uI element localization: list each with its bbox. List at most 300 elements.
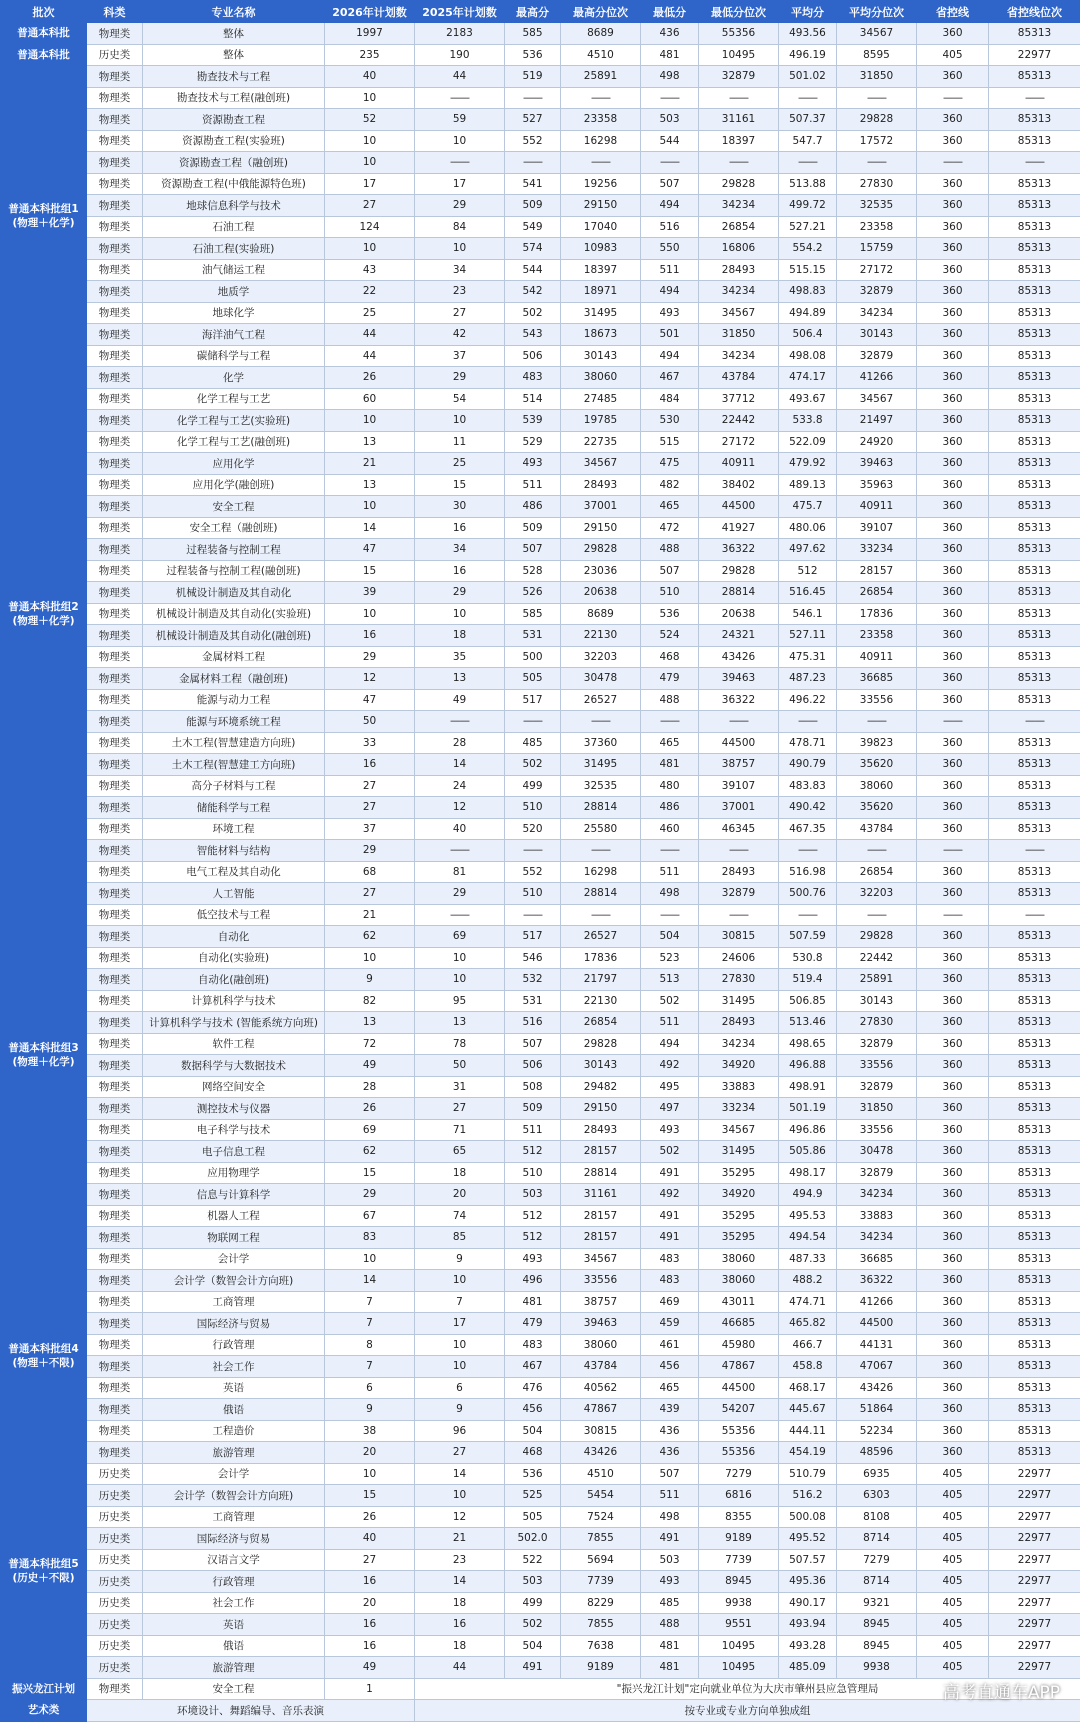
table-cell: 32879 [837,345,917,367]
table-row [1,625,1080,647]
table-cell: 490.42 [779,797,837,819]
table-cell: 9938 [837,1657,917,1679]
table-cell: 500.08 [779,1506,837,1528]
table-cell: 16 [415,517,505,539]
table-cell: 物理类 [87,1012,143,1034]
table-cell: 360 [917,1291,989,1313]
table-cell: —— [641,711,699,733]
table-cell: 物理类 [87,259,143,281]
table-row [1,1635,1080,1657]
table-cell: 电子信息工程 [143,1141,325,1163]
table-cell: 85313 [989,130,1080,152]
table-row [1,883,1080,905]
table-cell: 物理类 [87,173,143,195]
table-cell: 28 [325,1076,415,1098]
table-cell: 物理类 [87,1248,143,1270]
table-cell: 360 [917,883,989,905]
table-cell: 549 [505,216,561,238]
table-body [1,23,1080,1722]
table-cell: 436 [641,1442,699,1464]
table-cell: 85313 [989,603,1080,625]
table-cell: —— [505,840,561,862]
table-cell: 85313 [989,1313,1080,1335]
table-cell: 7855 [561,1614,641,1636]
table-cell: 479 [505,1313,561,1335]
table-cell: 环境设计、舞蹈编导、音乐表演 [87,1700,415,1722]
table-cell: 360 [917,216,989,238]
table-cell: 28493 [699,1012,779,1034]
table-cell: 507 [505,1033,561,1055]
table-cell: 28493 [699,259,779,281]
table-cell: 493.67 [779,388,837,410]
table-cell: 40911 [699,453,779,475]
table-cell: 32879 [699,66,779,88]
table-cell: 29150 [561,1098,641,1120]
table-cell: 海洋油气工程 [143,324,325,346]
table-cell: 37001 [561,496,641,518]
table-cell: 529 [505,431,561,453]
table-cell: 10 [415,410,505,432]
table-cell: —— [989,904,1080,926]
table-cell: 44 [415,66,505,88]
table-cell: 27 [415,1442,505,1464]
table-cell: 17572 [837,130,917,152]
table-cell: 360 [917,173,989,195]
table-cell: 476 [505,1377,561,1399]
table-cell: 28814 [699,582,779,604]
table-row [1,797,1080,819]
table-cell: 507.57 [779,1549,837,1571]
table-cell: 物联网工程 [143,1227,325,1249]
table-cell: 536 [505,44,561,66]
table-cell: 26 [325,367,415,389]
table-cell: 24321 [699,625,779,647]
table-cell: 85313 [989,1420,1080,1442]
table-cell: 物理类 [87,474,143,496]
table-cell: 历史类 [87,1571,143,1593]
table-cell: 安全工程 [143,1678,325,1700]
table-cell: 金属材料工程（融创班) [143,668,325,690]
table-cell: 物理类 [87,453,143,475]
table-cell: 511 [505,474,561,496]
table-cell: 360 [917,1076,989,1098]
table-cell: 405 [917,1635,989,1657]
table-cell: 物理类 [87,238,143,260]
table-row [1,603,1080,625]
table-cell: 494 [641,281,699,303]
table-row [1,861,1080,883]
table-cell: 15 [325,1162,415,1184]
table-cell: 26854 [561,1012,641,1034]
table-cell: —— [699,711,779,733]
table-cell: 物理类 [87,797,143,819]
table-cell: 85313 [989,969,1080,991]
table-cell: 能源与动力工程 [143,689,325,711]
table-cell: 85313 [989,625,1080,647]
table-cell: 12 [415,797,505,819]
table-cell: 20 [325,1592,415,1614]
table-cell: 539 [505,410,561,432]
table-cell: 85313 [989,539,1080,561]
table-cell: 高分子材料与工程 [143,775,325,797]
table-cell: 85313 [989,388,1080,410]
table-cell: 25580 [561,818,641,840]
table-cell: 10 [415,1334,505,1356]
table-cell: 29828 [561,1033,641,1055]
watermark: 高考直通车APP [942,1683,1060,1703]
table-cell: 465 [641,732,699,754]
table-cell: 22 [325,281,415,303]
table-cell: 360 [917,625,989,647]
table-cell: 554.2 [779,238,837,260]
table-row [1,173,1080,195]
table-cell: 物理类 [87,87,143,109]
table-cell: 469 [641,1291,699,1313]
table-cell: 物理类 [87,560,143,582]
table-cell: 360 [917,388,989,410]
table-cell: 465 [641,496,699,518]
table-cell: 360 [917,1119,989,1141]
table-cell: 18 [415,625,505,647]
table-cell: 22977 [989,1528,1080,1550]
table-cell: —— [917,87,989,109]
table-cell: 85313 [989,926,1080,948]
table-cell: 85313 [989,668,1080,690]
table-cell: 34567 [699,302,779,324]
table-cell: 85313 [989,1184,1080,1206]
table-cell: 历史类 [87,1549,143,1571]
table-cell: 85313 [989,66,1080,88]
table-cell: 18971 [561,281,641,303]
table-cell: 汉语言文学 [143,1549,325,1571]
table-cell: 28814 [561,883,641,905]
table-cell: 29 [325,840,415,862]
table-cell: 71 [415,1119,505,1141]
table-cell: 516.98 [779,861,837,883]
table-cell: 360 [917,1227,989,1249]
table-cell: 514 [505,388,561,410]
table-cell: 土木工程(智慧建工方向班) [143,754,325,776]
table-cell: 38060 [837,775,917,797]
table-cell: 55356 [699,23,779,45]
table-cell: 22977 [989,1485,1080,1507]
table-cell: 512 [505,1227,561,1249]
table-row [1,1549,1080,1571]
table-cell: 503 [505,1184,561,1206]
table-row [1,1270,1080,1292]
column-header: 最高分 [505,1,561,23]
table-cell: 化学 [143,367,325,389]
table-row [1,431,1080,453]
table-cell: 516 [641,216,699,238]
table-cell: 478.71 [779,732,837,754]
table-cell: 机械设计制造及其自动化 [143,582,325,604]
table-cell: 27 [325,883,415,905]
table-cell: 社会工作 [143,1356,325,1378]
table-cell: —— [505,152,561,174]
table-cell: 49 [415,689,505,711]
table-cell: 52234 [837,1420,917,1442]
table-cell: 物理类 [87,496,143,518]
table-cell: 506 [505,1055,561,1077]
table-cell: 10 [325,496,415,518]
table-cell: 资源勘查工程（融创班) [143,152,325,174]
table-cell: 82 [325,990,415,1012]
table-cell: 513 [641,969,699,991]
table-cell: 479.92 [779,453,837,475]
table-cell: 497.62 [779,539,837,561]
table-cell: 69 [415,926,505,948]
table-cell: 38060 [561,1334,641,1356]
table-cell: 360 [917,818,989,840]
table-cell: 电子科学与技术 [143,1119,325,1141]
table-cell: 40 [325,66,415,88]
table-cell: 物理类 [87,1377,143,1399]
table-cell: 39107 [837,517,917,539]
table-cell: 360 [917,281,989,303]
table-cell: 34234 [837,302,917,324]
table-cell: 16298 [561,130,641,152]
table-cell: 21 [325,904,415,926]
table-cell: 13 [325,431,415,453]
table-cell: 人工智能 [143,883,325,905]
table-cell: 489.13 [779,474,837,496]
table-cell: 33556 [837,1119,917,1141]
table-cell: 481 [641,754,699,776]
table-cell: 工程造价 [143,1420,325,1442]
table-cell: —— [779,711,837,733]
table-cell: 35295 [699,1227,779,1249]
table-cell: 自动化(实验班) [143,947,325,969]
table-cell: 物理类 [87,711,143,733]
table-cell: 7 [415,1291,505,1313]
table-cell: 360 [917,732,989,754]
table-cell: 507.37 [779,109,837,131]
table-cell: 32879 [837,1033,917,1055]
table-cell: 社会工作 [143,1592,325,1614]
table-cell: 30143 [561,345,641,367]
table-cell: 30143 [837,324,917,346]
table-cell: 360 [917,1334,989,1356]
table-cell: 574 [505,238,561,260]
table-cell: 物理类 [87,904,143,926]
table-cell: 360 [917,926,989,948]
table-cell: 507 [641,560,699,582]
table-cell: 85313 [989,238,1080,260]
table-cell: 503 [641,1549,699,1571]
table-cell: 23 [415,281,505,303]
table-cell: 523 [641,947,699,969]
table-cell: 物理类 [87,754,143,776]
table-cell: 20638 [561,582,641,604]
table-row [1,1033,1080,1055]
table-cell: 85313 [989,1076,1080,1098]
table-cell: 物理类 [87,1119,143,1141]
table-cell: 85313 [989,431,1080,453]
table-cell: 519.4 [779,969,837,991]
table-cell: 45980 [699,1334,779,1356]
table-cell: —— [917,904,989,926]
column-header: 专业名称 [143,1,325,23]
table-cell: 488 [641,1614,699,1636]
table-cell: 499 [505,1592,561,1614]
table-cell: 24 [415,775,505,797]
table-row [1,1528,1080,1550]
note-cell: "振兴龙江计划"定向就业单位为大庆市肇州县应急管理局 [415,1678,1080,1700]
table-cell: 527.11 [779,625,837,647]
table-cell: 数据科学与大数据技术 [143,1055,325,1077]
table-cell: 96 [415,1420,505,1442]
table-row [1,1700,1080,1722]
table-row [1,1098,1080,1120]
table-cell: 9189 [561,1657,641,1679]
table-cell: 481 [505,1291,561,1313]
table-cell: 54 [415,388,505,410]
table-cell: 28493 [699,861,779,883]
table-cell: 8595 [837,44,917,66]
table-row [1,216,1080,238]
table-cell: 496.86 [779,1119,837,1141]
column-header: 2025年计划数 [415,1,505,23]
table-cell: 物理类 [87,947,143,969]
table-cell: 28814 [561,797,641,819]
table-cell: 436 [641,1420,699,1442]
table-cell: 405 [917,1485,989,1507]
table-cell: 24920 [837,431,917,453]
table-cell: 7855 [561,1528,641,1550]
table-cell: 物理类 [87,216,143,238]
table-cell: 27830 [699,969,779,991]
table-cell: 465.82 [779,1313,837,1335]
table-row [1,1614,1080,1636]
table-cell: 360 [917,603,989,625]
table-cell: 32879 [837,1076,917,1098]
table-cell: 500.76 [779,883,837,905]
table-cell: 83 [325,1227,415,1249]
table-cell: 503 [505,1571,561,1593]
table-cell: 485.09 [779,1657,837,1679]
table-cell: 27 [325,775,415,797]
table-cell: 33883 [699,1076,779,1098]
table-cell: 552 [505,861,561,883]
table-cell: 43784 [837,818,917,840]
table-cell: 30815 [699,926,779,948]
table-cell: 506.85 [779,990,837,1012]
table-cell: 物理类 [87,646,143,668]
table-cell: 531 [505,990,561,1012]
table-cell: 23358 [561,109,641,131]
table-cell: 526 [505,582,561,604]
table-cell: —— [917,840,989,862]
table-cell: 17 [415,173,505,195]
table-row [1,474,1080,496]
table-cell: 43426 [837,1377,917,1399]
table-cell: 物理类 [87,109,143,131]
table-cell: 物理类 [87,1205,143,1227]
table-cell: 10 [415,603,505,625]
table-cell: 26527 [561,926,641,948]
table-cell: 190 [415,44,505,66]
table-cell: 国际经济与贸易 [143,1528,325,1550]
table-cell: —— [917,152,989,174]
table-cell: 10 [325,238,415,260]
table-cell: 85313 [989,496,1080,518]
table-row [1,23,1080,45]
table-cell: 物理类 [87,410,143,432]
table-cell: 360 [917,453,989,475]
table-cell: 520 [505,818,561,840]
table-cell: 36322 [837,1270,917,1292]
table-cell: 36322 [699,689,779,711]
table-cell: 物理类 [87,1442,143,1464]
table-cell: —— [837,904,917,926]
table-cell: 468 [641,646,699,668]
table-cell: 4510 [561,1463,641,1485]
table-cell: 俄语 [143,1399,325,1421]
table-cell: 8945 [837,1614,917,1636]
table-cell: 28157 [561,1227,641,1249]
table-cell: 483 [641,1248,699,1270]
table-cell: 物理类 [87,517,143,539]
table-cell: 507 [505,539,561,561]
table-cell: 10 [415,947,505,969]
table-cell: 493 [641,1571,699,1593]
table-cell: 550 [641,238,699,260]
table-cell: 化学工程与工艺 [143,388,325,410]
table-cell: 17040 [561,216,641,238]
table-cell: 物理类 [87,23,143,45]
table-cell: 27 [325,195,415,217]
table-cell: 21 [325,453,415,475]
table-cell: 10 [325,87,415,109]
table-cell: 31161 [699,109,779,131]
table-cell: 405 [917,1571,989,1593]
table-cell: 5694 [561,1549,641,1571]
table-row [1,1334,1080,1356]
table-cell: 84 [415,216,505,238]
table-cell: 20 [325,1442,415,1464]
table-cell: 48596 [837,1442,917,1464]
table-row [1,44,1080,66]
table-cell: —— [505,711,561,733]
table-cell: —— [917,711,989,733]
table-cell: 安全工程（融创班) [143,517,325,539]
table-cell: 41927 [699,517,779,539]
table-cell: 405 [917,1657,989,1679]
table-cell: 40562 [561,1377,641,1399]
table-cell: 515 [641,431,699,453]
table-cell: 历史类 [87,44,143,66]
table-cell: 491 [641,1528,699,1550]
table-cell: 16298 [561,861,641,883]
table-cell: 46685 [699,1313,779,1335]
table-cell: 360 [917,1313,989,1335]
table-cell: 16 [325,625,415,647]
table-cell: 85313 [989,818,1080,840]
table-cell: —— [779,904,837,926]
table-cell: 502 [641,1141,699,1163]
table-cell: 会计学 [143,1248,325,1270]
table-cell: 物理类 [87,1098,143,1120]
table-header-row [1,1,1080,23]
table-row [1,1571,1080,1593]
table-row [1,1506,1080,1528]
table-cell: 39107 [699,775,779,797]
table-cell: 44500 [699,732,779,754]
table-cell: 436 [641,23,699,45]
table-cell: 506 [505,345,561,367]
table-cell: —— [699,87,779,109]
